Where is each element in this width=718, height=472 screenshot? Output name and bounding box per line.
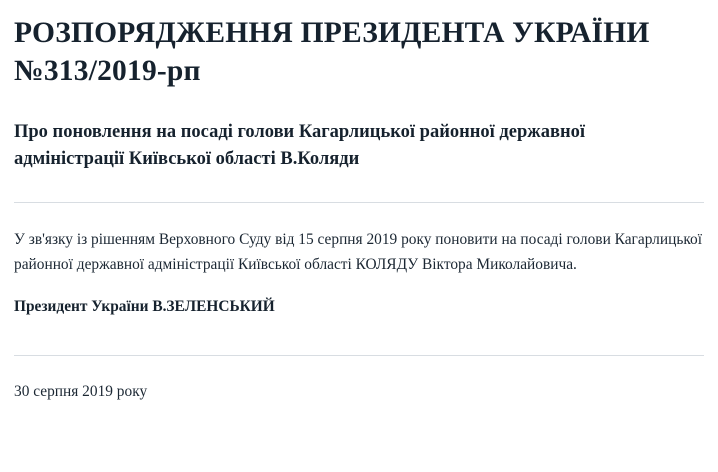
document-subtitle: Про поновлення на посаді голови Кагарлицької районної державної адміністрації Київської області В.Коляди — [14, 121, 585, 170]
page-title: РОЗПОРЯДЖЕННЯ ПРЕЗИДЕНТА УКРАЇНИ №313/2019-рп — [14, 17, 650, 88]
document-signature: Президент України В.ЗЕЛЕНСЬКИЙ — [14, 298, 275, 316]
divider-bottom — [14, 355, 704, 356]
document-date: 30 серпня 2019 року — [14, 382, 148, 400]
divider-top — [14, 202, 704, 203]
document-body-text: У зв'язку із рішенням Верховного Суду від 15 серпня 2019 року поновити на посаді голови Кагарлицької районної державної адміністрації Київської області КОЛЯДУ Віктора Миколайовича. — [14, 231, 703, 274]
